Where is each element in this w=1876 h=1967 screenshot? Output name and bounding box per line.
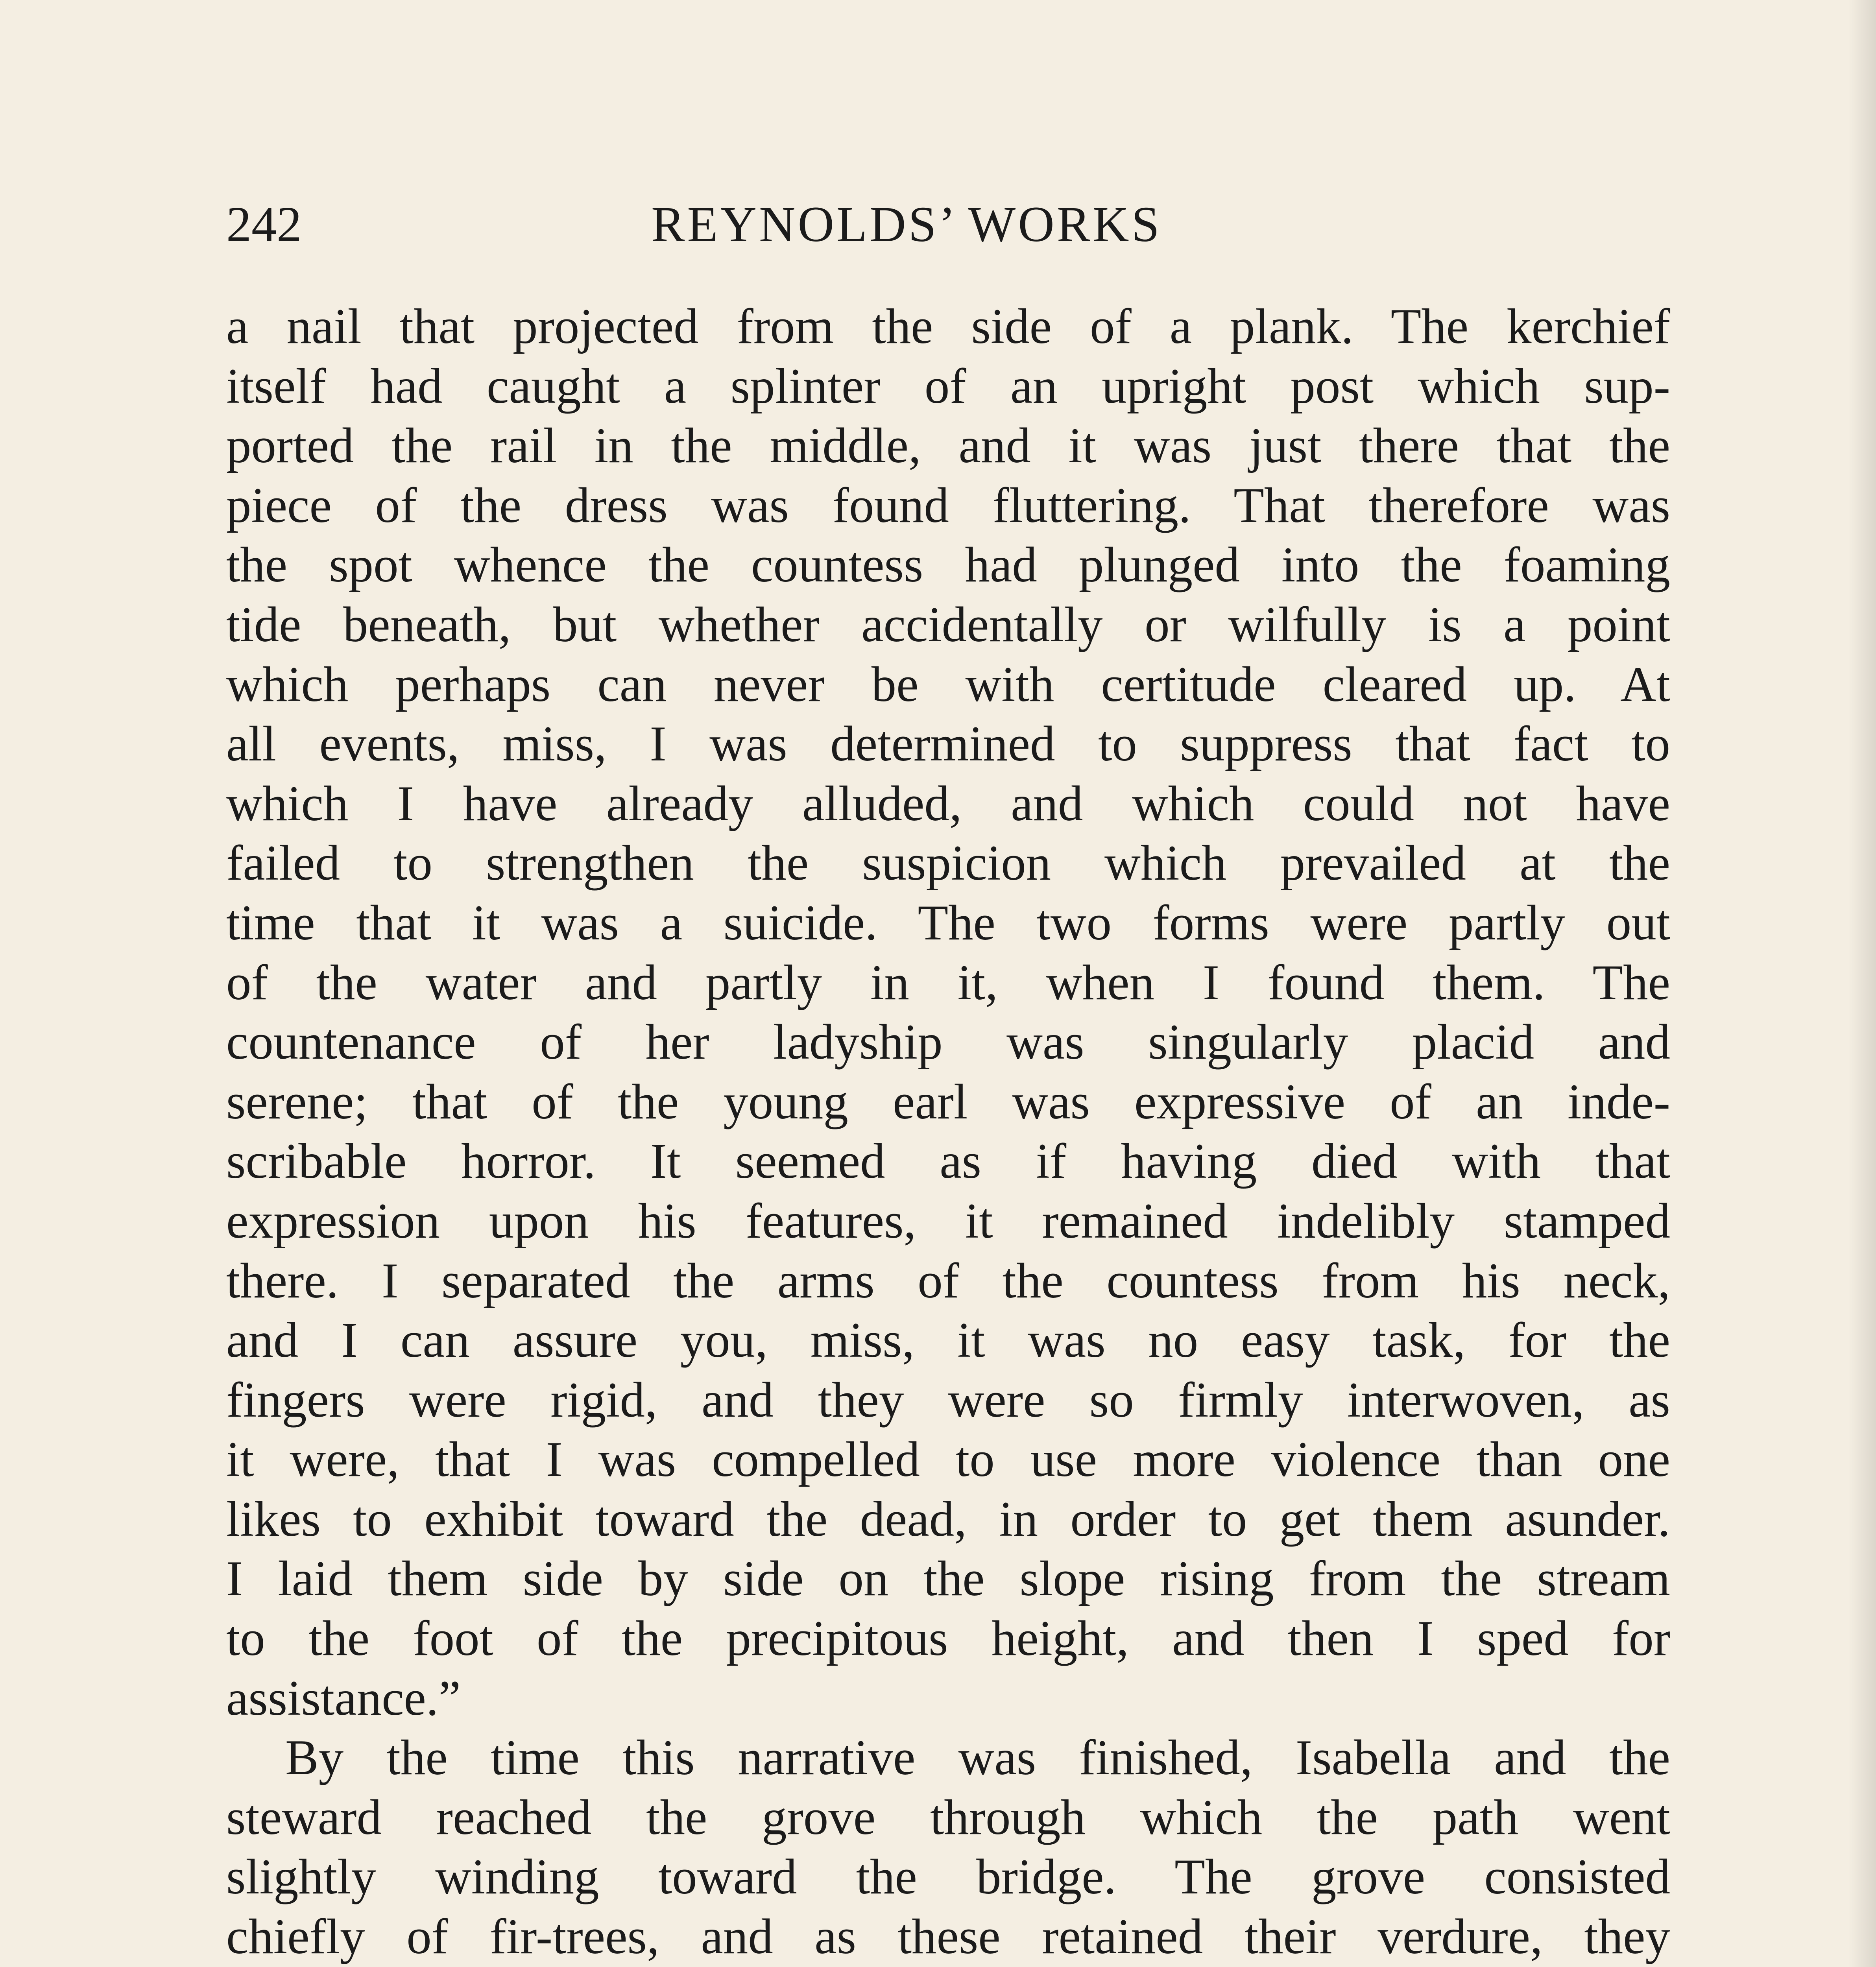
text-line: failed to strengthen the suspicion which prevailed at the: [226, 836, 1670, 891]
text-line: slightly winding toward the bridge. The grove consisted: [226, 1849, 1670, 1905]
text-line: chiefly of fir-trees, and as these retained their verdure, they: [226, 1909, 1670, 1965]
text-line: a nail that projected from the side of a plank. The kerchief: [226, 299, 1670, 354]
page-header: [226, 193, 1670, 256]
text-line: expression upon his features, it remained indelibly stamped: [226, 1193, 1670, 1249]
text-line: which I have already alluded, and which could not have: [226, 776, 1670, 831]
text-line: serene; that of the young earl was expressive of an inde-: [226, 1074, 1670, 1129]
text-line: assistance.”: [226, 1670, 461, 1726]
page-number: 242: [226, 196, 302, 252]
running-head: REYNOLDS’ WORKS: [651, 196, 1162, 252]
text-line: ported the rail in the middle, and it was just there that the: [226, 418, 1670, 474]
text-line: itself had caught a splinter of an upright post which sup-: [226, 358, 1670, 414]
text-line: likes to exhibit toward the dead, in order to get them asunder.: [226, 1491, 1670, 1547]
text-line: to the foot of the precipitous height, and then I sped for: [226, 1611, 1670, 1666]
text-line: there. I separated the arms of the countess from his neck,: [226, 1253, 1670, 1308]
body-text: [226, 297, 1670, 1967]
page-edge-shadow: [1848, 0, 1876, 1967]
text-line: the spot whence the countess had plunged into the foaming: [226, 537, 1670, 593]
text-line: it were, that I was compelled to use more violence than one: [226, 1432, 1670, 1487]
text-line: all events, miss, I was determined to suppress that fact to: [226, 716, 1670, 772]
text-line: steward reached the grove through which the path went: [226, 1790, 1670, 1845]
text-line: of the water and partly in it, when I found them. The: [226, 955, 1670, 1010]
text-line: tide beneath, but whether accidentally or wilfully is a point: [226, 597, 1670, 652]
text-line: and I can assure you, miss, it was no easy task, for the: [226, 1313, 1670, 1368]
text-line: fingers were rigid, and they were so firmly interwoven, as: [226, 1372, 1670, 1428]
text-line: which perhaps can never be with certitude cleared up. At: [226, 657, 1670, 712]
text-line: countenance of her ladyship was singularly placid and: [226, 1015, 1670, 1070]
text-line: I laid them side by side on the slope rising from the stream: [226, 1551, 1670, 1607]
text-line: time that it was a suicide. The two forms were partly out: [226, 895, 1670, 950]
text-line: By the time this narrative was finished, Isabella and the: [285, 1730, 1670, 1786]
text-line: scribable horror. It seemed as if having died with that: [226, 1134, 1670, 1189]
text-line: piece of the dress was found fluttering. That therefore was: [226, 478, 1670, 533]
